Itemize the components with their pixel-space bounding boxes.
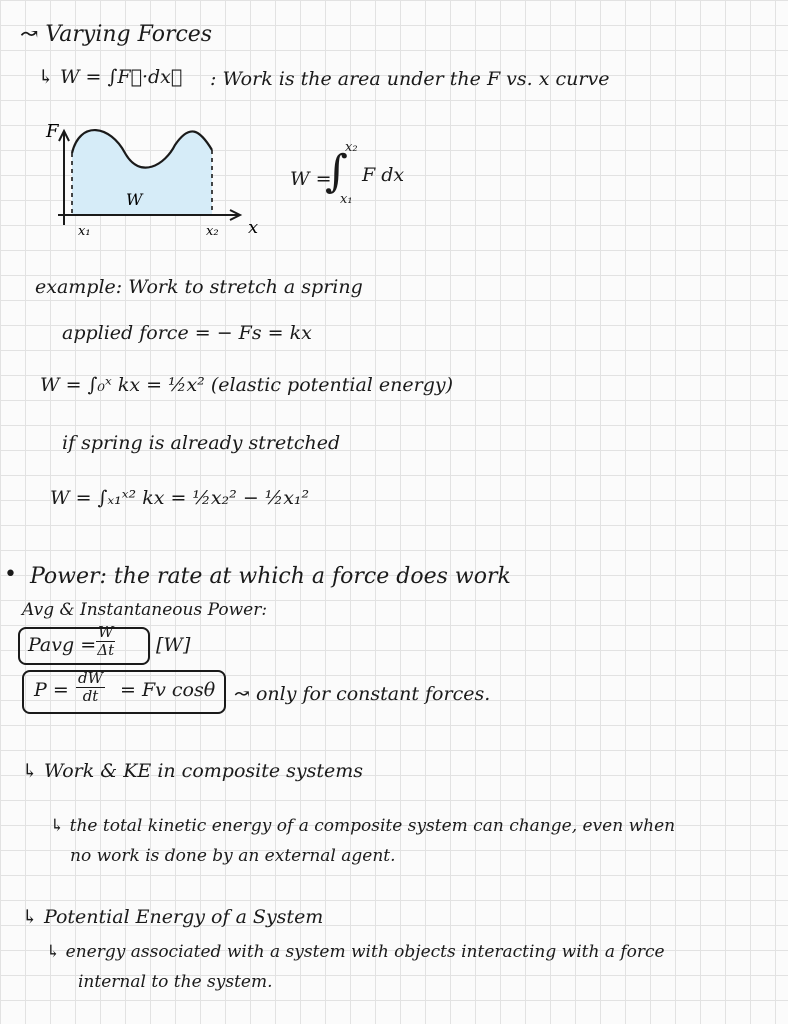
work-integral-formula: ↳ W = ∫F⃗·dx⃗: [38, 66, 183, 88]
work-area-description: : Work is the area under the F vs. x curve: [210, 68, 610, 90]
composite-heading: ↳ Work & KE in composite systems: [22, 760, 364, 782]
example-title: example: Work to stretch a spring: [35, 276, 363, 298]
pavg-lhs: Pavg =: [28, 634, 97, 656]
potential-heading: ↳ Potential Energy of a System: [22, 906, 324, 928]
pavg-unit: [W]: [156, 634, 191, 656]
side-integral-lhs: W =: [290, 168, 332, 190]
side-integral-upper: x₂: [345, 140, 358, 155]
already-stretched-text: if spring is already stretched: [62, 432, 341, 454]
pavg-fraction: [96, 624, 115, 658]
potential-text-line1: ↳ energy associated with a system with objects interacting with a force: [46, 942, 665, 962]
constant-forces-note: ↝ only for constant forces.: [234, 683, 491, 705]
stretched-work-formula: W = ∫ₓ₁ˣ² kx = ½x₂² − ½x₁²: [50, 487, 310, 509]
force-displacement-graph: [40, 115, 280, 240]
graph-y-label: F: [46, 121, 59, 142]
composite-text-line2: no work is done by an external agent.: [70, 846, 396, 866]
composite-text-line1: ↳ the total kinetic energy of a composite system can change, even when: [50, 816, 676, 836]
instant-power-lhs: P =: [34, 679, 69, 701]
applied-force-formula: applied force = − Fs = kx: [62, 322, 312, 344]
graph-x1-label: x₁: [78, 224, 91, 239]
pavg-numerator: W: [98, 623, 114, 641]
graph-x2-label: x₂: [206, 224, 219, 239]
instant-power-denominator: dt: [82, 686, 99, 705]
bullet-icon: •: [4, 562, 17, 587]
power-heading: Power: the rate at which a force does work: [30, 564, 511, 589]
instant-power-rhs: = Fv cosθ: [120, 679, 216, 701]
graph-area-label: W: [126, 190, 143, 209]
instant-power-numerator: dW: [78, 669, 104, 687]
integral-sign-icon: ∫: [325, 146, 348, 197]
spring-work-formula: W = ∫₀ˣ kx = ½x² (elastic potential energy): [40, 374, 454, 396]
graph-x-label: x: [248, 217, 259, 238]
side-integral-lower: x₁: [340, 192, 353, 207]
instant-power-fraction: [76, 670, 105, 704]
power-subheading: Avg & Instantaneous Power:: [22, 600, 268, 620]
side-integral-integrand: F dx: [362, 164, 405, 186]
pavg-denominator: Δt: [97, 640, 115, 659]
potential-text-line2: internal to the system.: [78, 972, 273, 992]
section-heading-varying-forces: ↝ Varying Forces: [20, 22, 213, 47]
